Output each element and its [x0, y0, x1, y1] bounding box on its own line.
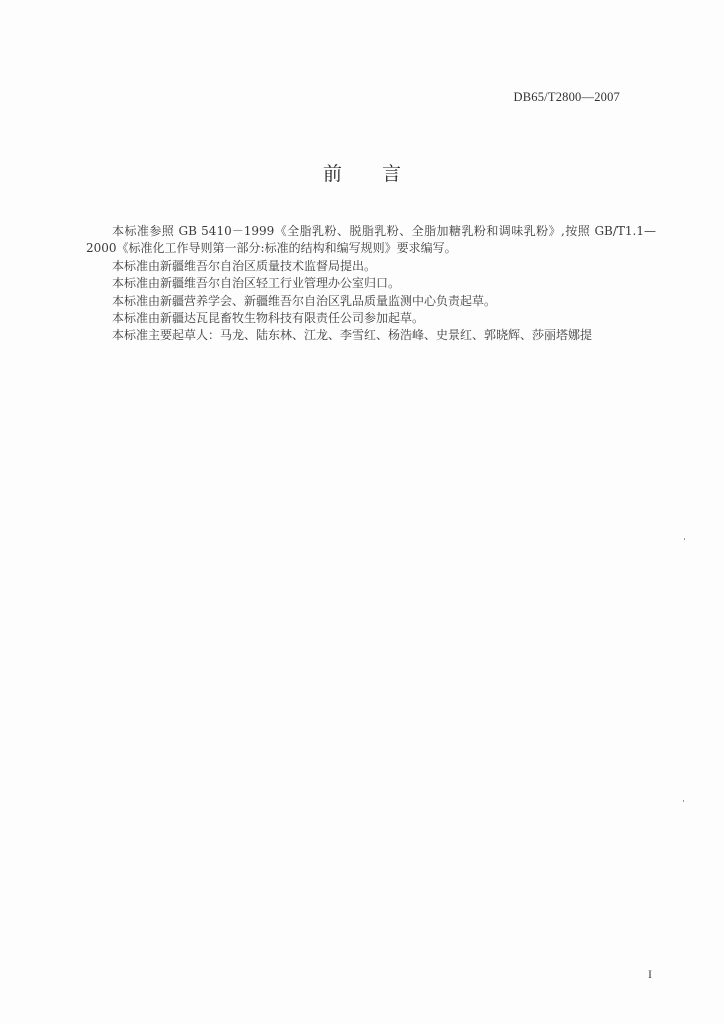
standard-code: DB65/T2800—2007 [513, 90, 620, 104]
paragraph-reference: 本标准参照 GB 5410－1999《全脂乳粉、脱脂乳粉、全脂加糖乳粉和调味乳粉》,按照 GB/T1.1—2000《标准化工作导则第一部分:标准的结构和编写规则》要求编写。 [86, 224, 656, 256]
paragraph-administrator: 本标准由新疆维吾尔自治区轻工行业管理办公室归口。 [112, 276, 401, 291]
paragraph-proposer: 本标准由新疆维吾尔自治区质量技术监督局提出。 [112, 258, 377, 273]
paragraph-drafting-lead: 本标准由新疆营养学会、新疆维吾尔自治区乳品质量监测中心负责起草。 [112, 293, 497, 308]
scan-speck [684, 538, 685, 540]
paragraph-drafters: 本标准主要起草人：马龙、陆东林、江龙、李雪红、杨浩峰、史景红、郭晓辉、莎丽塔娜提 [112, 328, 593, 343]
paragraph-drafting-participant: 本标准由新疆达瓦昆畜牧生物科技有限责任公司参加起草。 [112, 311, 425, 326]
page-number: I [648, 967, 652, 981]
foreword-body [86, 223, 656, 345]
section-title: 前言 [322, 163, 441, 185]
scan-speck [683, 800, 684, 802]
